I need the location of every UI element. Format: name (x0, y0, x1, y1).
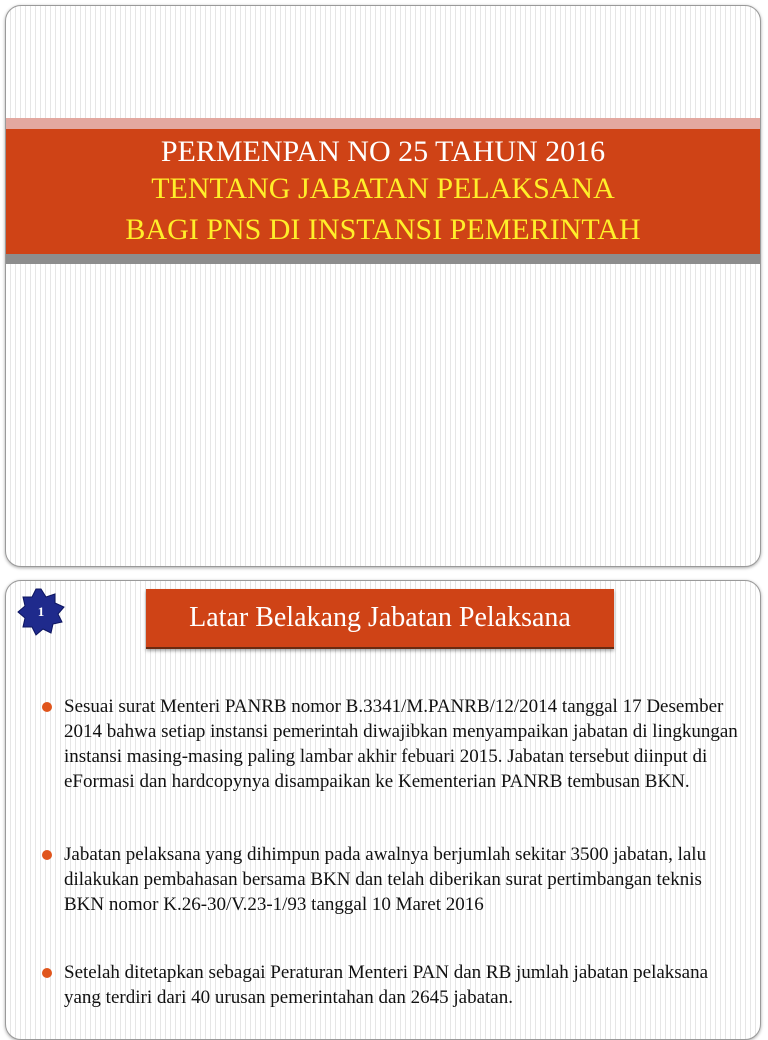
list-item (42, 960, 742, 1010)
bullet-dot-icon (42, 850, 52, 860)
list-item (42, 694, 742, 794)
list-item (42, 842, 742, 917)
title-slide (5, 5, 761, 567)
slide-number: 1 (37, 604, 45, 619)
content-slide (5, 580, 761, 1040)
bullet-dot-icon (42, 702, 52, 712)
accent-strip-bottom (6, 254, 760, 264)
title-band (6, 129, 760, 254)
title-line-1: PERMENPAN NO 25 TAHUN 2016 (160, 135, 606, 168)
bullet-text: Jabatan pelaksana yang dihimpun pada awalnya berjumlah sekitar 3500 jabatan, lalu dilakukan pembahasan bersama BKN dan telah diberikan surat pertimbangan teknis BKN nomor K.26-30/V.23-1/93 tanggal 10 Maret 2016 (64, 844, 707, 915)
bullet-text: Sesuai surat Menteri PANRB nomor B.3341/M.PANRB/12/2014 tanggal 17 Desember 2014 bahwa setiap instansi pemerintah diwajibkan menyampaikan jabatan di lingkungan instansi masing-masing paling lambar akhir febuari 2015. Jabatan tersebut diinput di eFormasi dan hardcopynya disampaikan ke Kementerian PANRB tembusan BKN. (64, 696, 738, 792)
title-line-3: BAGI PNS DI INSTANSI PEMERINTAH (125, 213, 641, 246)
slide-number-badge (16, 587, 66, 637)
accent-strip-top (6, 118, 760, 129)
section-title: Latar Belakang Jabatan Pelaksana (146, 589, 614, 649)
bullet-dot-icon (42, 968, 52, 978)
bullet-list (42, 694, 742, 1010)
bullet-text: Setelah ditetapkan sebagai Peraturan Menteri PAN dan RB jumlah jabatan pelaksana yang terdiri dari 40 urusan pemerintahan dan 2645 jabatan. (64, 962, 709, 1008)
title-line-2: TENTANG JABATAN PELAKSANA (151, 172, 615, 205)
